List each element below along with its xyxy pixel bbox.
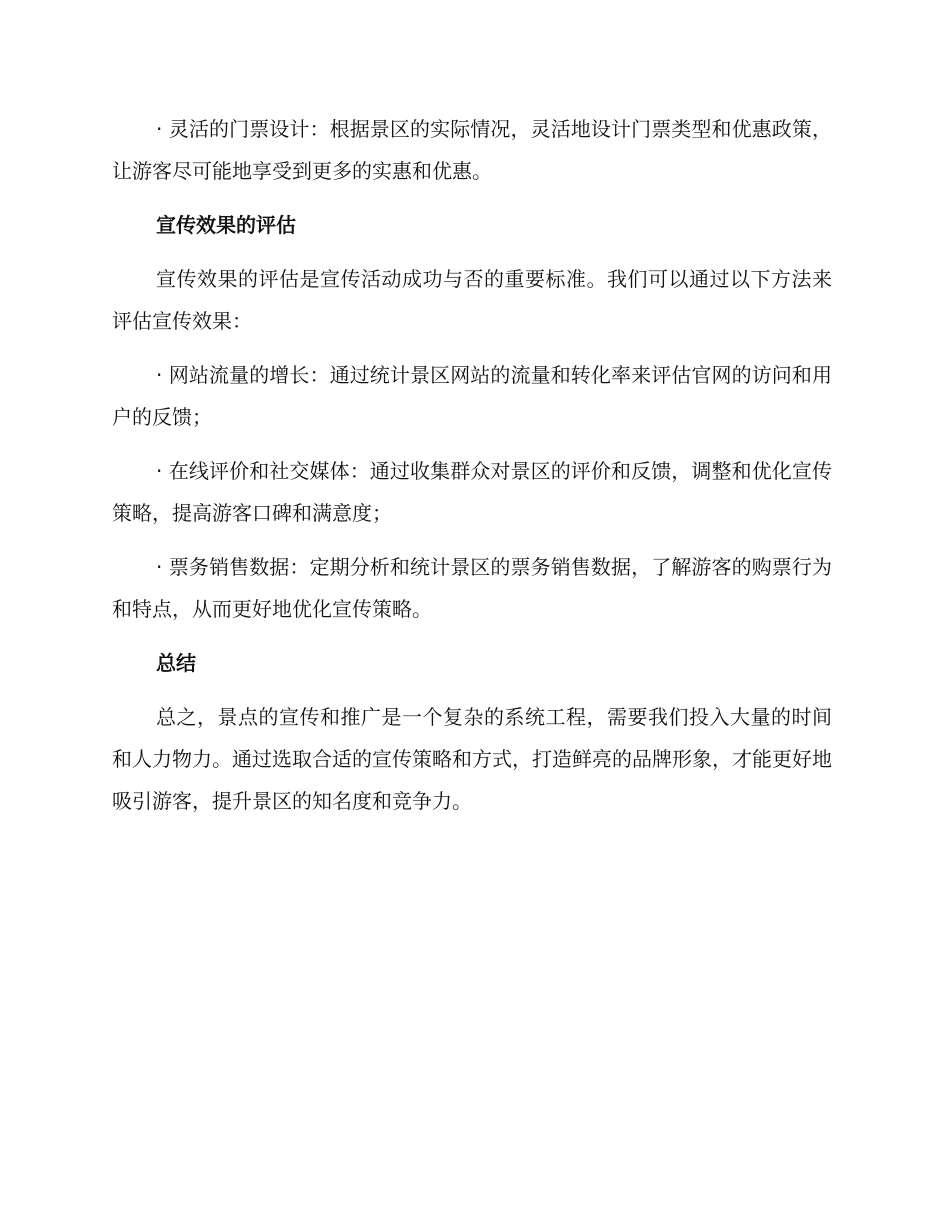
evaluation-intro-paragraph: 宣传效果的评估是宣传活动成功与否的重要标准。我们可以通过以下方法来评估宣传效果： [112,267,832,333]
section-heading-summary: 总结 [156,651,196,675]
section-heading-evaluation: 宣传效果的评估 [156,213,296,237]
bullet-online-reviews: · 在线评价和社交媒体：通过收集群众对景区的评价和反馈，调整和优化宣传策略，提高游客口碑和满意度； [112,459,832,525]
bullet-website-traffic: · 网站流量的增长：通过统计景区网站的流量和转化率来评估官网的访问和用户的反馈； [112,363,832,429]
summary-paragraph: 总之，景点的宣传和推广是一个复杂的系统工程，需要我们投入大量的时间和人力物力。通过选取合适的宣传策略和方式，打造鲜亮的品牌形象，才能更好地吸引游客，提升景区的知名度和竞争力。 [112,705,832,813]
bullet-ticket-design: · 灵活的门票设计：根据景区的实际情况，灵活地设计门票类型和优惠政策，让游客尽可能地享受到更多的实惠和优惠。 [112,117,832,183]
bullet-ticket-sales: · 票务销售数据：定期分析和统计景区的票务销售数据，了解游客的购票行为和特点，从而更好地优化宣传策略。 [112,555,832,621]
document-body [112,108,832,822]
